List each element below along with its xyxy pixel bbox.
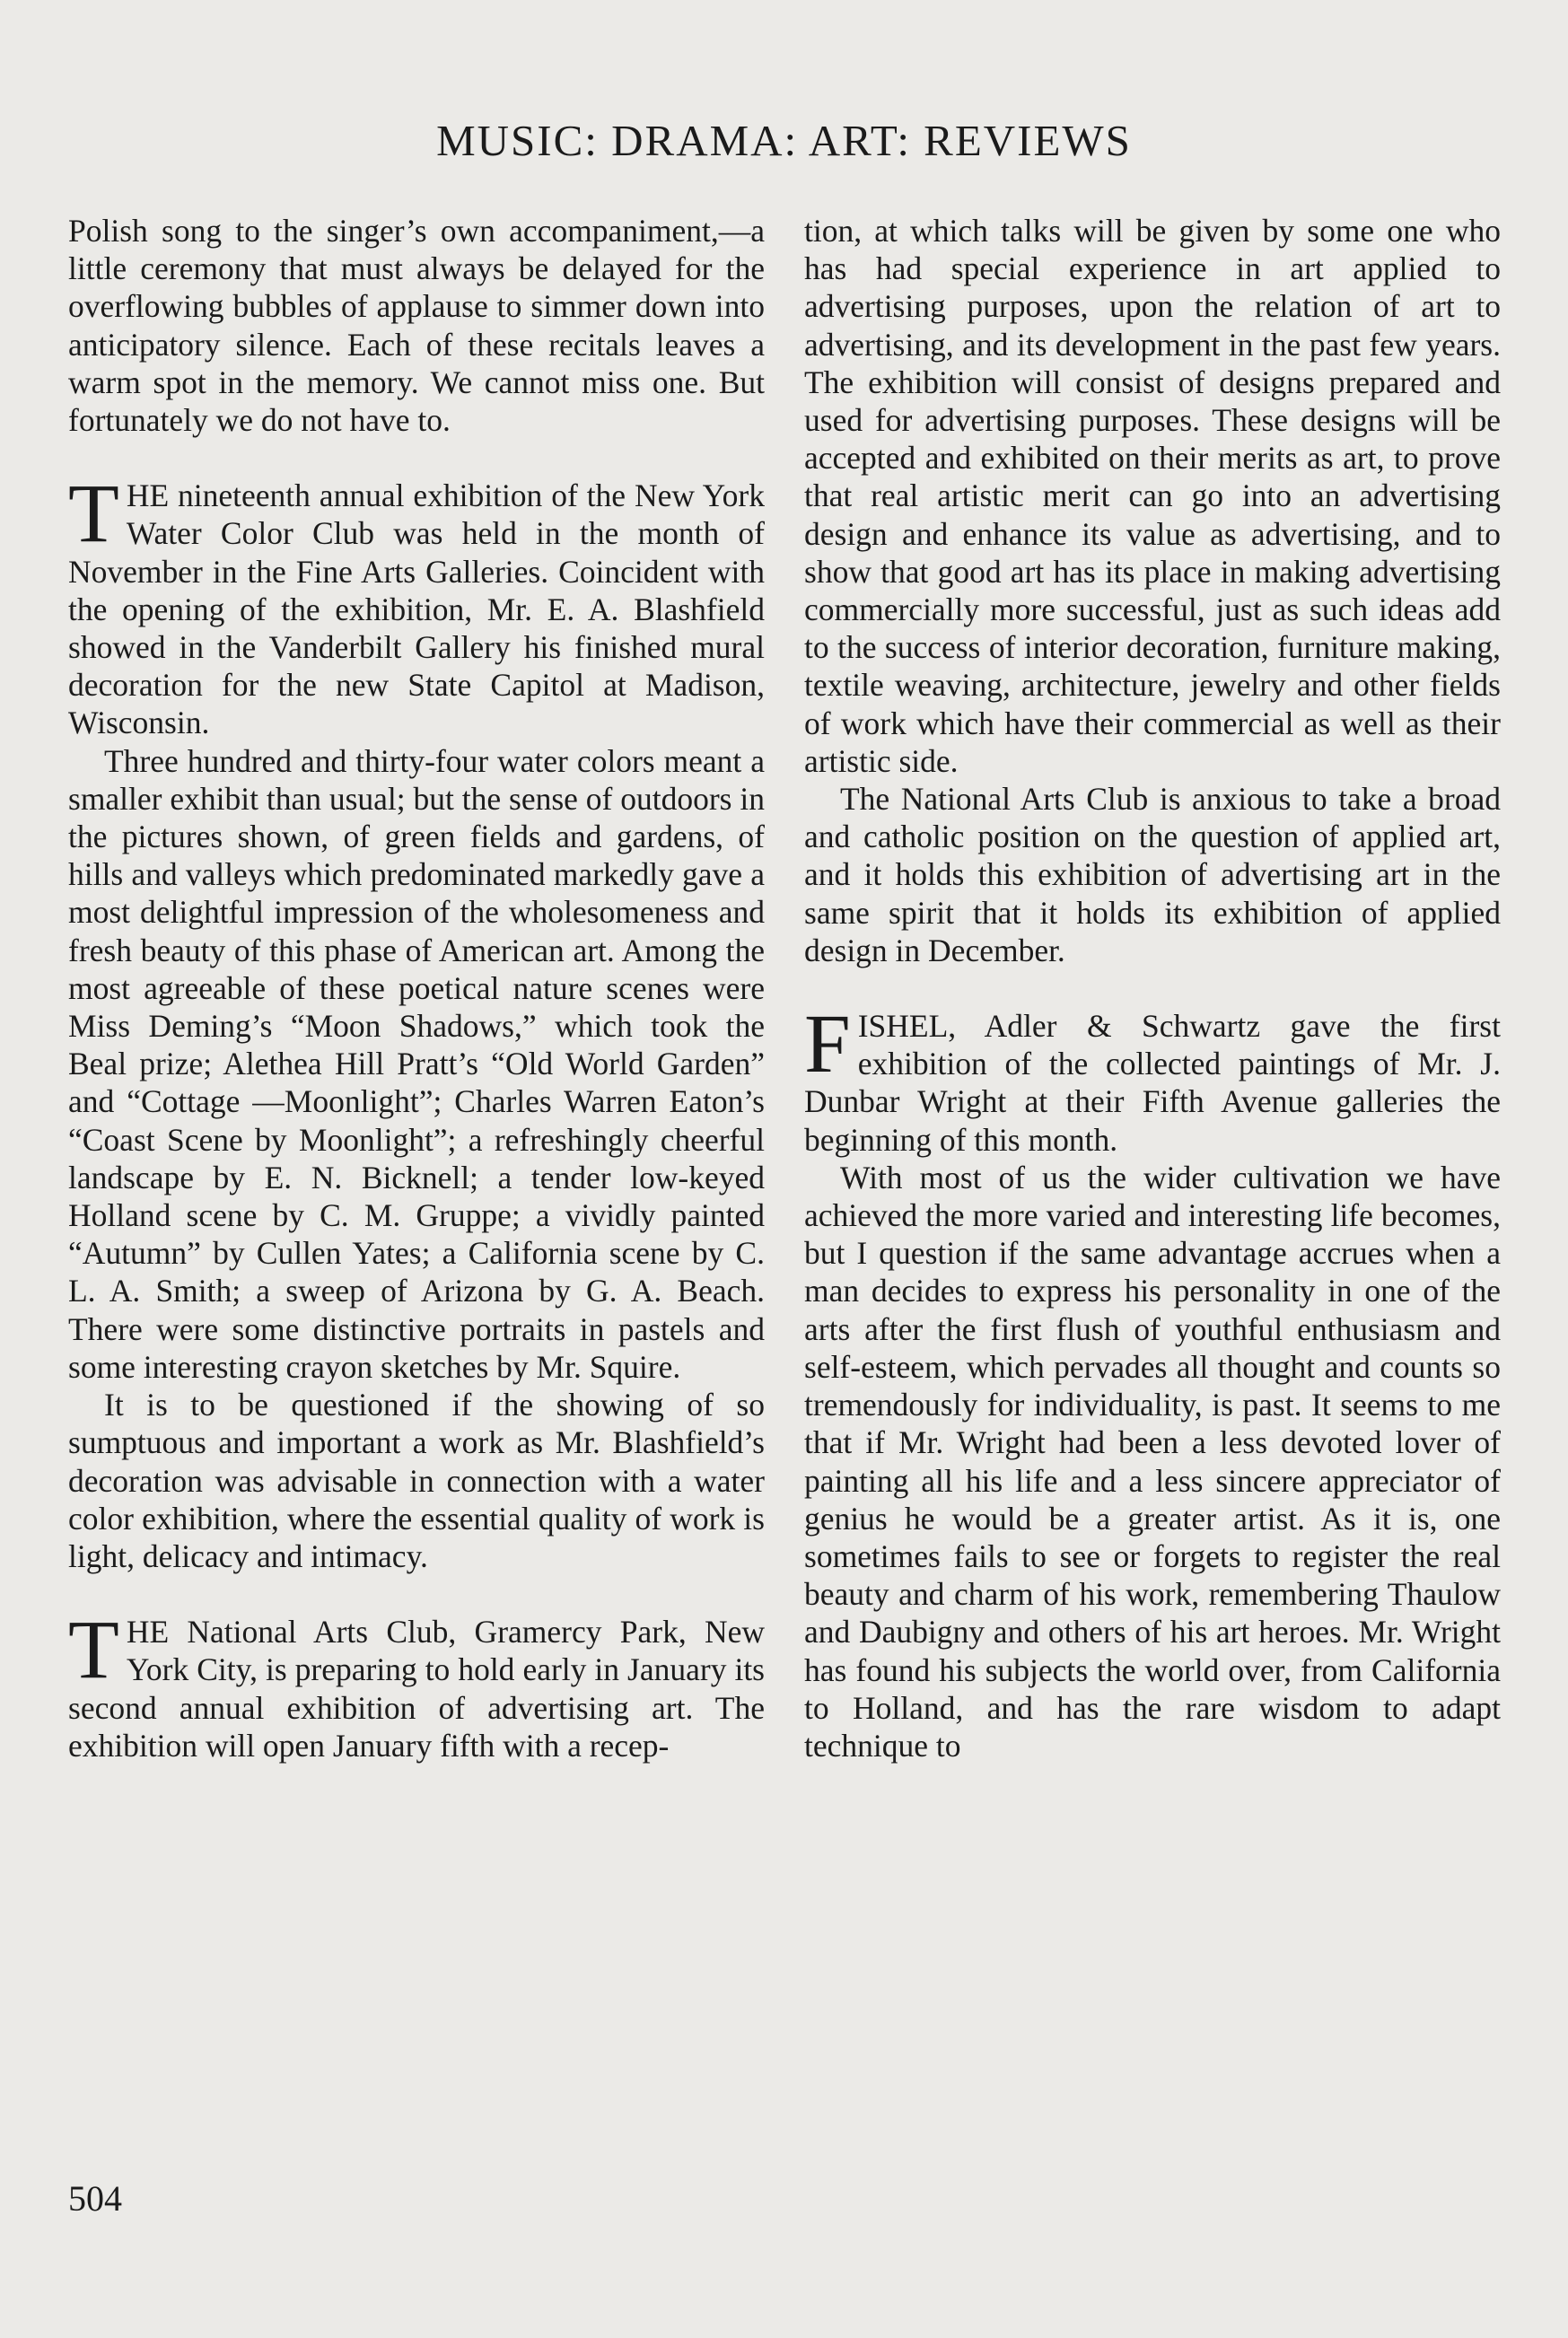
paragraph-fishel-adler	[804, 998, 1501, 1159]
paragraph-water-color-club	[68, 468, 765, 741]
paragraph-blashfield: It is to be questioned if the showing of so sumptuous and important a work as Mr. Blashfield’s decoration was advisable in connection with a water color exhibition, where the essential quality of work is light, delicacy and intimacy.	[68, 1387, 765, 1574]
paragraph-water-colors: Three hundred and thirty-four water colors meant a smaller exhibit than usual; but the sense of outdoors in the pictures shown, of green fields and gardens, of hills and valleys which predominated markedly gave a most delightful impression of the wholesomeness and fresh beauty of this phase of American art. Among the most agreeable of these poetical nature scenes were Miss Deming’s “Moon Shadows,” which took the Beal prize; Alethea Hill Pratt’s “Old World Garden” and “Cottage —Moonlight”; Charles Warren Eaton’s “Coast Scene by Moonlight”; a refreshingly cheerful landscape by E. N. Bicknell; a tender low-keyed Holland scene by C. M. Gruppe; a vividly painted “Autumn” by Cullen Yates; a California scene by C. L. A. Smith; a sweep of Arizona by G. A. Beach. There were some distinctive portraits in pastels and some interesting crayon sketches by Mr. Squire.	[68, 742, 765, 1385]
paragraph-text: HE National Arts Club, Gramercy Park, New York City, is preparing to hold early in January its second annual exhibition of advertising art. The exhibition will open January fifth with a recep-	[68, 1614, 765, 1764]
page-number: 504	[68, 2178, 122, 2219]
left-column	[68, 212, 765, 1764]
paragraph-wright: With most of us the wider cultivation we have achieved the more varied and interesting life becomes, but I question if the same advantage accrues when a man decides to express his personality in one of the arts after the first flush of youthful enthusiasm and self-esteem, which pervades all thought and counts so tremendously for individuality, is past. It seems to me that if Mr. Wright had been a less devoted lover of painting all his life and a less sincere appreciator of genius he would be a greater artist. As it is, one sometimes fails to see or forgets to register the real beauty and charm of his work, remembering Thaulow and Daubigny and others of his art heroes. Mr. Wright has found his subjects the world over, from California to Holland, and has the rare wisdom to adapt technique to	[804, 1159, 1501, 1764]
paragraph-national-arts-club	[68, 1604, 765, 1764]
drop-cap: T	[68, 468, 119, 561]
paragraph-applied-art: The National Arts Club is anxious to take a broad and catholic position on the question of applied art, and it holds this exhibition of advertising art in the same spirit that it holds its exhibition of applied design in December.	[804, 781, 1501, 968]
paragraph-advertising-art: tion, at which talks will be given by some one who has had special experience in art applied to advertising purposes, upon the relation of art to advertising, and its development in the past few years. The exhibition will consist of designs prepared and used for advertising purposes. These designs will be accepted and exhibited on their merits as art, to prove that real artistic merit can go into an advertising design and enhance its value as advertising, and to show that good art has its place in making advertising commercially more successful, just as such ideas add to the success of interior decoration, furniture making, textile weaving, architecture, jewelry and other fields of work which have their commercial as well as their artistic side.	[804, 213, 1501, 779]
drop-cap: T	[68, 1604, 119, 1697]
right-column	[804, 212, 1501, 1764]
paragraph-text: HE nineteenth annual exhibition of the New York Water Color Club was held in the month of November in the Fine Arts Galleries. Coincident with the opening of the exhibition, Mr. E. A. Blashfield showed in the Vanderbilt Gallery his finished mural decoration for the new State Capitol at Madison, Wisconsin.	[68, 477, 765, 741]
paragraph-recitals: Polish song to the singer’s own accompaniment,—a little ceremony that must always be delayed for the overflowing bubbles of applause to simmer down into anticipatory silence. Each of these recitals leaves a warm spot in the memory. We cannot miss one. But fortunately we do not have to.	[68, 213, 765, 439]
running-head: MUSIC: DRAMA: ART: REVIEWS	[436, 116, 1132, 165]
drop-cap: F	[804, 998, 851, 1091]
paragraph-text: ISHEL, Adler & Schwartz gave the first exhibition of the collected paintings of Mr. J. Dunbar Wright at their Fifth Avenue galleries the beginning of this month.	[804, 1008, 1501, 1158]
